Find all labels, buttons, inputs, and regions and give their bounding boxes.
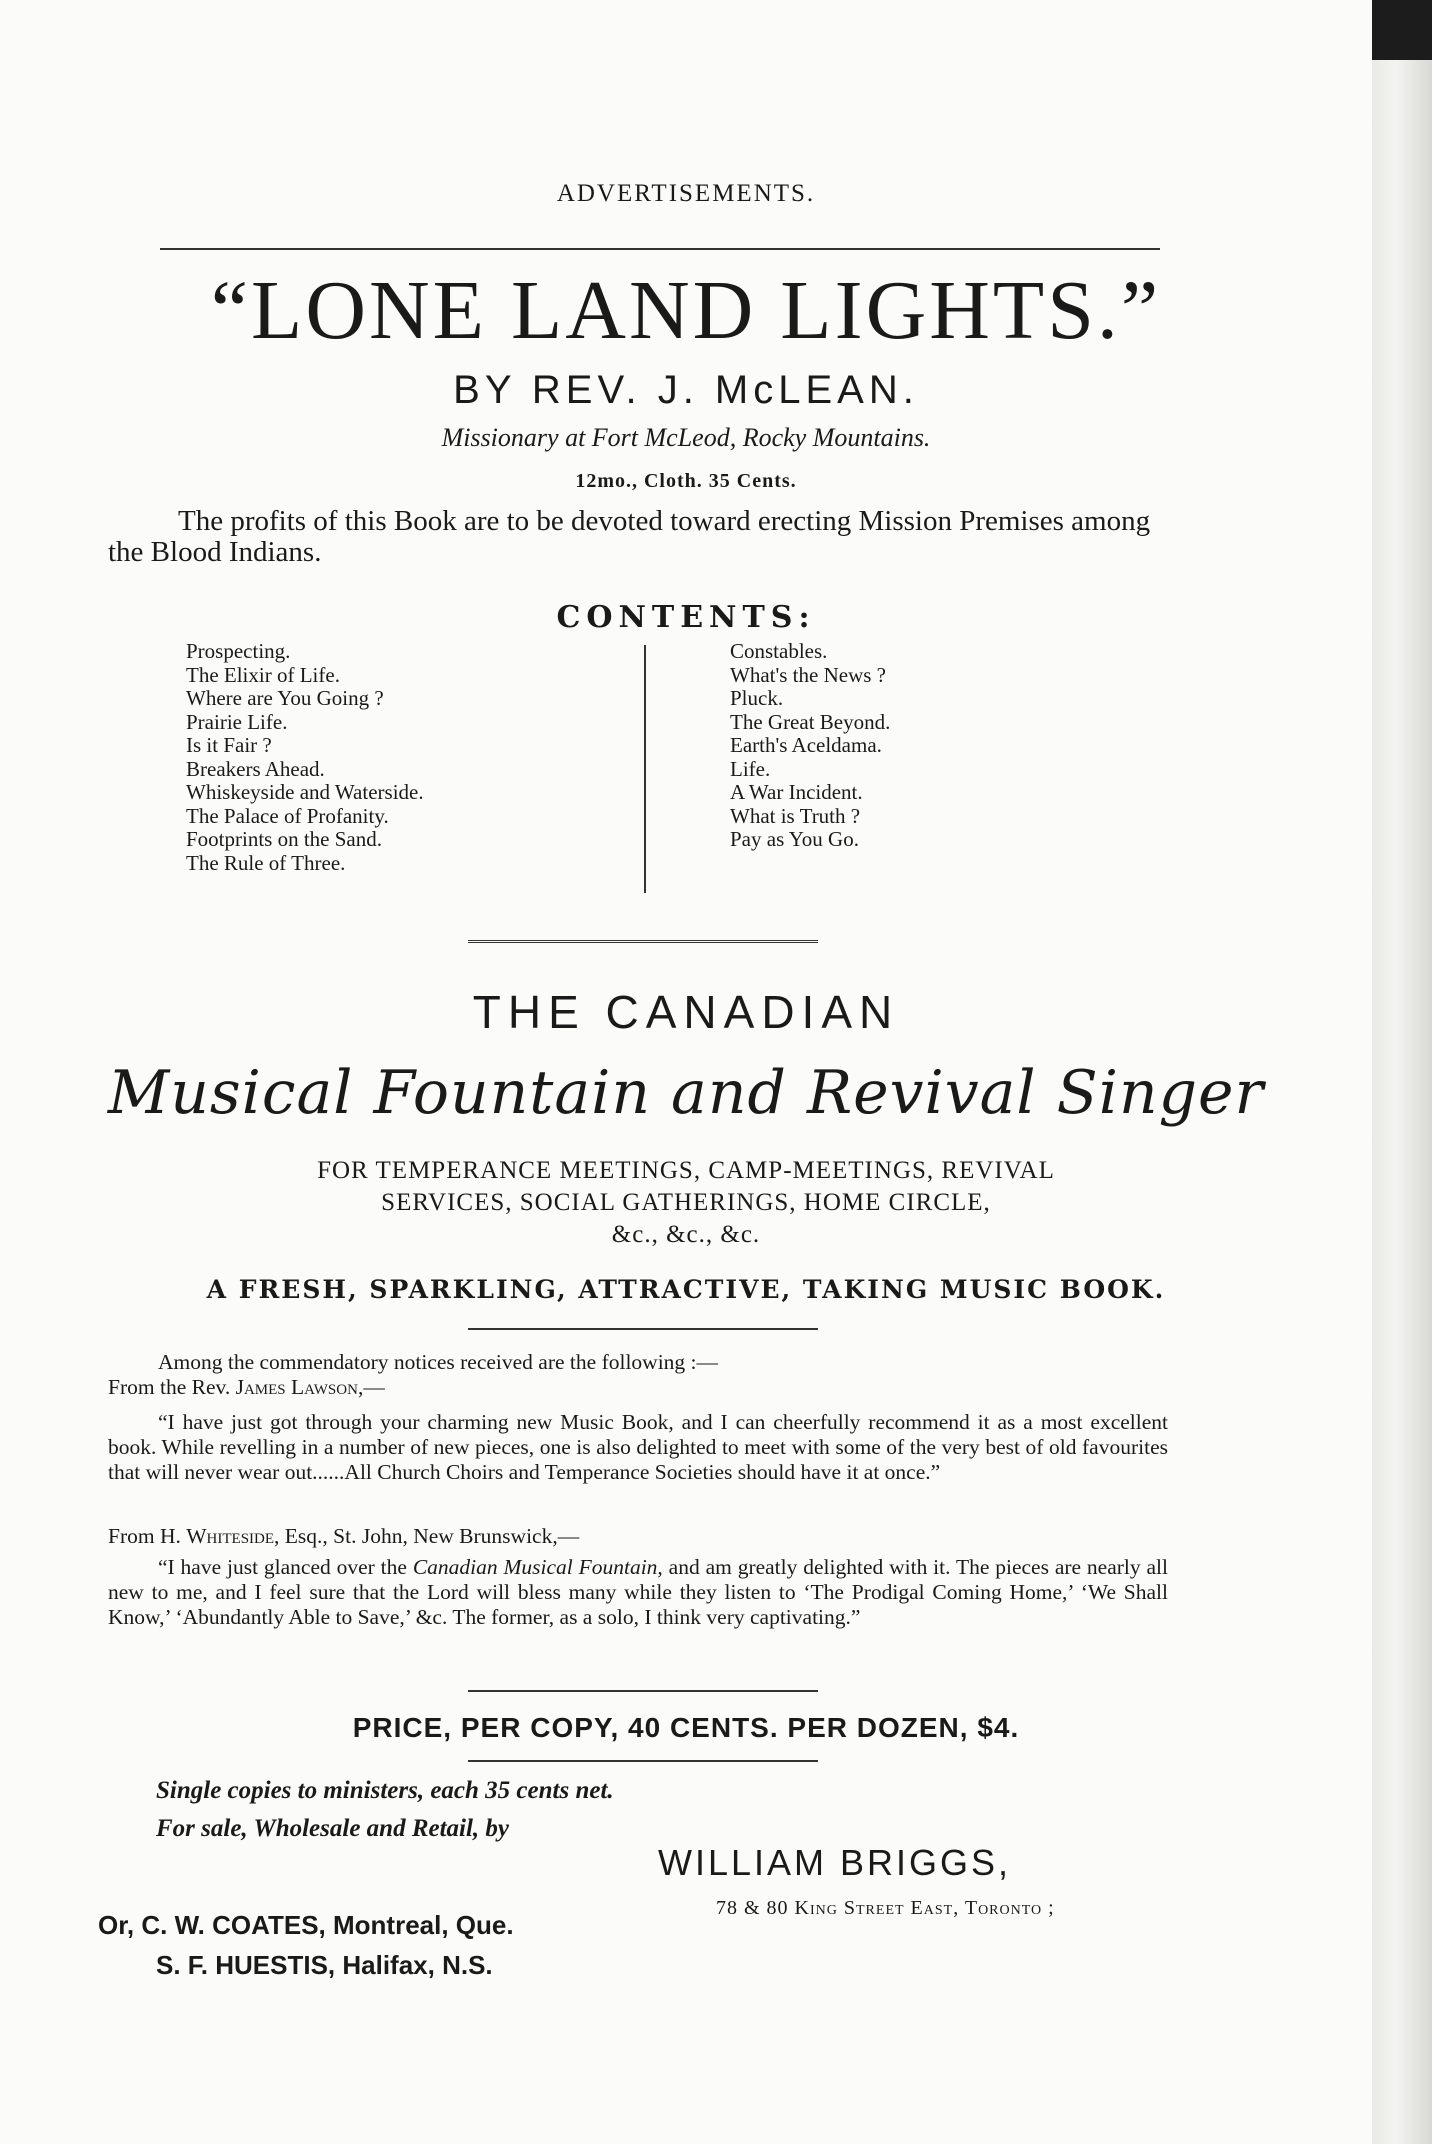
agent-halifax: S. F. HUESTIS, Halifax, N.S. — [156, 1950, 493, 1980]
notice1-source — [108, 1375, 1168, 1400]
contents-item: The Palace of Profanity. — [186, 803, 389, 828]
book2-title-line1: THE CANADIAN — [472, 986, 900, 1038]
notice2-name: Whiteside, — [186, 1524, 280, 1548]
purpose-line: SERVICES, SOCIAL GATHERINGS, HOME CIRCLE, — [381, 1189, 991, 1216]
page-edge — [1372, 60, 1432, 2144]
book-title: “LONE LAND LIGHTS.” — [210, 264, 1162, 357]
contents-item: Constables. — [730, 639, 828, 663]
contents-item: Whiskeyside and Waterside. — [186, 780, 424, 804]
notice1-quote: “I have just got through your charming new Music Book, and I can cheerfully recommend it as a most excellent book. While revelling in a number of new pieces, one is also delighted to meet with some of the very best of old favourites that will never wear out......All Church Choirs and Temperance Societies should have it at once.” — [108, 1410, 1168, 1484]
publisher-name: WILLIAM BRIGGS, — [658, 1842, 1012, 1883]
book2-price: PRICE, PER COPY, 40 CENTS. PER DOZEN, $4. — [352, 1712, 1020, 1743]
notice2-quote-title: Canadian Musical Fountain, — [412, 1555, 663, 1579]
contents-item: Life. — [730, 756, 771, 781]
book2-tagline: A FRESH, SPARKLING, ATTRACTIVE, TAKING MUSIC BOOK. — [206, 1275, 1166, 1304]
book-author: BY REV. J. McLEAN. — [453, 368, 919, 412]
publisher-address: 78 & 80 King Street East, Toronto ; — [716, 1897, 1055, 1919]
notice2-prefix: From H. — [108, 1524, 181, 1548]
contents-item: Where are You Going ? — [186, 686, 384, 710]
contents-item: Earth's Aceldama. — [730, 733, 882, 757]
author-affiliation: Missionary at Fort McLeod, Rocky Mountains. — [441, 423, 931, 452]
contents-left-column — [186, 640, 424, 875]
contents-item: A War Incident. — [730, 780, 863, 804]
purpose-line: &c., &c., &c. — [611, 1221, 761, 1248]
agent-montreal: Or, C. W. COATES, Montreal, Que. — [98, 1910, 514, 1940]
contents-item: Breakers Ahead. — [186, 756, 325, 781]
book2-purpose — [0, 1155, 1372, 1251]
section-divider — [468, 940, 818, 946]
contents-item: The Great Beyond. — [730, 709, 891, 734]
price-rule-bottom — [468, 1760, 818, 1762]
ministers-note: Single copies to ministers, each 35 cents net. — [156, 1777, 614, 1804]
contents-item: The Elixir of Life. — [186, 662, 340, 687]
tagline-rule — [468, 1328, 818, 1330]
notice1-prefix: From the Rev. — [108, 1375, 231, 1399]
book2-title-line2: Musical Fountain and Revival Singer — [107, 1058, 1265, 1128]
sale-note: For sale, Wholesale and Retail, by — [156, 1815, 510, 1842]
price-rule-top — [468, 1690, 818, 1692]
contents-right-column — [730, 640, 890, 852]
contents-item: Prospecting. — [186, 639, 291, 663]
notice2-source — [108, 1524, 1168, 1549]
notice2-quote-start: “I have just glanced over the — [158, 1555, 413, 1579]
notices-intro — [108, 1350, 1168, 1400]
contents-item: What's the News ? — [730, 662, 886, 687]
notice2-suffix: Esq., St. John, New Brunswick,— — [284, 1524, 580, 1548]
contents-item: What is Truth ? — [730, 803, 861, 828]
notice1-name: James Lawson, — [235, 1375, 364, 1399]
notices-intro-text: Among the commendatory notices received are the following :— — [158, 1350, 719, 1374]
book-profits-note: The profits of this Book are to be devoted toward erecting Mission Premises among the Blood Indians. — [108, 505, 1151, 568]
contents-item: The Rule of Three. — [186, 850, 346, 875]
contents-divider — [644, 645, 646, 893]
contents-item: Pay as You Go. — [730, 827, 859, 851]
notice1-suffix: — — [363, 1375, 385, 1399]
contents-item: Prairie Life. — [186, 709, 288, 734]
contents-item: Is it Fair ? — [186, 733, 272, 757]
purpose-line: FOR TEMPERANCE MEETINGS, CAMP-MEETINGS, REVIVAL — [317, 1157, 1055, 1184]
header-rule — [160, 248, 1160, 250]
contents-item: Footprints on the Sand. — [186, 827, 383, 851]
contents-item: Pluck. — [730, 686, 784, 710]
book-format-price: 12mo., Cloth. 35 Cents. — [575, 470, 797, 492]
page-header: ADVERTISEMENTS. — [556, 180, 816, 207]
notice2-quote — [108, 1555, 1168, 1630]
notice2-quote-end: and am greatly delighted with it. The pieces are nearly all new to me, and I feel sure that the Lord will bless many while they listen to ‘The Prodigal Coming Home,’ ‘We Shall Know,’ ‘Abundantly Able to Save,’ &c. The former, as a solo, I think very captivating.” — [108, 1555, 1168, 1629]
contents-heading: CONTENTS: — [556, 600, 816, 635]
